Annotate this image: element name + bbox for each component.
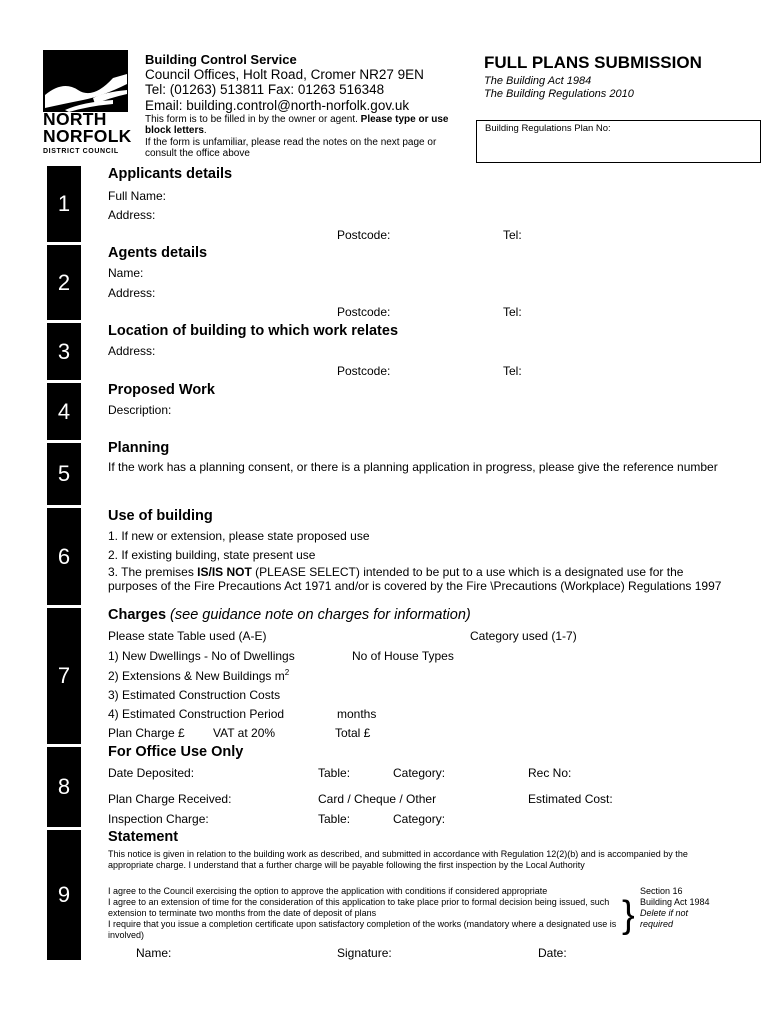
new-dwellings-label: 1) New Dwellings - No of Dwellings xyxy=(108,649,295,663)
section-number-3: 3 xyxy=(47,323,81,380)
location-tel-label: Tel: xyxy=(503,364,522,378)
agent-name-label: Name: xyxy=(108,266,144,280)
phone-fax: Tel: (01263) 513811 Fax: 01263 516348 xyxy=(145,82,385,97)
agent-address-label: Address: xyxy=(108,286,156,300)
proposed-work-heading: Proposed Work xyxy=(108,382,215,398)
planning-text: If the work has a planning consent, or there is a planning application in progress, please give the reference number xyxy=(108,460,718,474)
unfamiliar-note: If the form is unfamiliar, please read the notes on the next page or consult the office above xyxy=(145,137,437,159)
category-used-label: Category used (1-7) xyxy=(470,629,577,643)
office-category-label: Category: xyxy=(393,766,446,780)
rec-no-label: Rec No: xyxy=(528,766,572,780)
section-number-5: 5 xyxy=(47,443,81,505)
agreement-extension: I agree to an extension of time for the consideration of this application to take place prior to formal decision being issued, such extension to terminate two months from the date of deposit of plans xyxy=(108,897,610,918)
office-address: Council Offices, Holt Road, Cromer NR27 9EN xyxy=(145,67,424,82)
vat-label: VAT at 20% xyxy=(213,726,276,740)
form-title: FULL PLANS SUBMISSION xyxy=(484,53,702,72)
extensions-label-text: 2) Extensions & New Buildings m xyxy=(108,669,285,683)
fill-instructions-b: Please type or use xyxy=(360,114,449,125)
use-item-2: 2. If existing building, state present use xyxy=(108,548,316,562)
required-label: required xyxy=(640,919,674,929)
signature-date-label: Date: xyxy=(538,946,567,960)
use-item-3-c: (PLEASE SELECT) intended to be put to a use which is a designated use for the purposes of the Fire Precautions Act 1971 and/or is covered by the Fire \Precautions (Workplace) Regulations 1997 xyxy=(108,566,722,593)
council-logo xyxy=(43,50,132,158)
fill-instructions-a: This form is to be filled in by the owner or agent. xyxy=(145,114,361,125)
inspection-table-label: Table: xyxy=(318,812,351,826)
use-item-1: 1. If new or extension, please state proposed use xyxy=(108,529,370,543)
agent-postcode-label: Postcode: xyxy=(337,305,391,319)
charges-heading xyxy=(108,607,471,623)
house-types-label: No of House Types xyxy=(352,649,454,663)
fill-instructions-d: . xyxy=(203,125,207,136)
extensions-label-sup: 2 xyxy=(284,668,290,677)
statement-agreements xyxy=(108,886,626,941)
fill-instructions xyxy=(145,114,470,136)
extensions-label xyxy=(108,668,289,683)
plan-number-label: Building Regulations Plan No: xyxy=(485,123,611,134)
signature-label: Signature: xyxy=(337,946,392,960)
section-number-8: 8 xyxy=(47,747,81,827)
date-deposited-label: Date Deposited: xyxy=(108,766,195,780)
applicant-postcode-label: Postcode: xyxy=(337,228,391,242)
agents-heading: Agents details xyxy=(108,245,208,261)
table-used-label: Please state Table used (A-E) xyxy=(108,629,267,643)
office-table-label: Table: xyxy=(318,766,351,780)
use-item-3 xyxy=(108,566,730,605)
section-number-4: 4 xyxy=(47,383,81,440)
delete-brace: } xyxy=(622,894,635,936)
service-name: Building Control Service xyxy=(145,52,297,67)
construction-costs-label: 3) Estimated Construction Costs xyxy=(108,688,281,702)
location-address-label: Address: xyxy=(108,344,156,358)
signatory-name-label: Name: xyxy=(136,946,172,960)
applicant-full-name-label: Full Name: xyxy=(108,189,167,203)
section-number-7: 7 xyxy=(47,608,81,744)
use-of-building-heading: Use of building xyxy=(108,508,213,524)
total-label: Total £ xyxy=(335,726,371,740)
office-use-heading: For Office Use Only xyxy=(108,744,244,760)
fill-instructions-c: block letters xyxy=(145,125,204,136)
months-label: months xyxy=(337,707,377,721)
location-heading: Location of building to which work relates xyxy=(108,323,399,339)
logo-line-norfolk: NORFOLK xyxy=(43,126,132,146)
section-number-1: 1 xyxy=(47,166,81,242)
applicant-address-label: Address: xyxy=(108,208,156,222)
plan-number-field[interactable] xyxy=(476,120,761,163)
agent-tel-label: Tel: xyxy=(503,305,522,319)
agreement-completion: I require that you issue a completion certificate upon satisfactory completion of the works (mandatory where a designated use is involved) xyxy=(108,919,617,940)
inspection-charge-label: Inspection Charge: xyxy=(108,812,209,826)
delete-if-not-label: Delete if not xyxy=(640,908,689,918)
planning-heading: Planning xyxy=(108,440,170,456)
inspection-category-label: Category: xyxy=(393,812,446,826)
charges-heading-text: Charges xyxy=(108,607,167,623)
description-label: Description: xyxy=(108,403,172,417)
section-16-label: Section 16 xyxy=(640,886,683,896)
applicant-tel-label: Tel: xyxy=(503,228,522,242)
payment-method-label: Card / Cheque / Other xyxy=(318,792,437,806)
agreement-conditions: I agree to the Council exercising the option to approve the application with conditions if considered appropriate xyxy=(108,886,548,896)
email-address: Email: building.control@north-norfolk.gov.uk xyxy=(145,98,410,113)
charges-heading-note: (see guidance note on charges for information) xyxy=(166,607,471,623)
act-reference: The Building Act 1984 xyxy=(484,75,592,87)
construction-period-label: 4) Estimated Construction Period xyxy=(108,707,285,721)
logo-line-north: NORTH xyxy=(43,109,107,129)
section-number-2: 2 xyxy=(47,245,81,320)
section-number-6: 6 xyxy=(47,508,81,605)
applicants-heading: Applicants details xyxy=(108,166,233,182)
use-item-3-a: 3. The premises xyxy=(108,566,198,579)
statement-notice: This notice is given in relation to the building work as described, and submitted in accordance with Regulation 12(2)(b) and is accompanied by the appropriate charge. I understand that a further charge will be payable following the first inspection by the Local Authority xyxy=(108,849,688,870)
plan-charge-label: Plan Charge £ xyxy=(108,726,185,740)
logo-line-district: DISTRICT COUNCIL xyxy=(43,148,119,155)
use-item-3-select[interactable]: IS/IS NOT xyxy=(197,566,252,579)
statement-heading: Statement xyxy=(108,829,179,845)
regulations-reference: The Building Regulations 2010 xyxy=(484,88,634,100)
location-postcode-label: Postcode: xyxy=(337,364,391,378)
plan-charge-received-label: Plan Charge Received: xyxy=(108,792,232,806)
estimated-cost-label: Estimated Cost: xyxy=(528,792,613,806)
building-act-label: Building Act 1984 xyxy=(640,897,710,907)
section-number-9: 9 xyxy=(47,830,81,960)
